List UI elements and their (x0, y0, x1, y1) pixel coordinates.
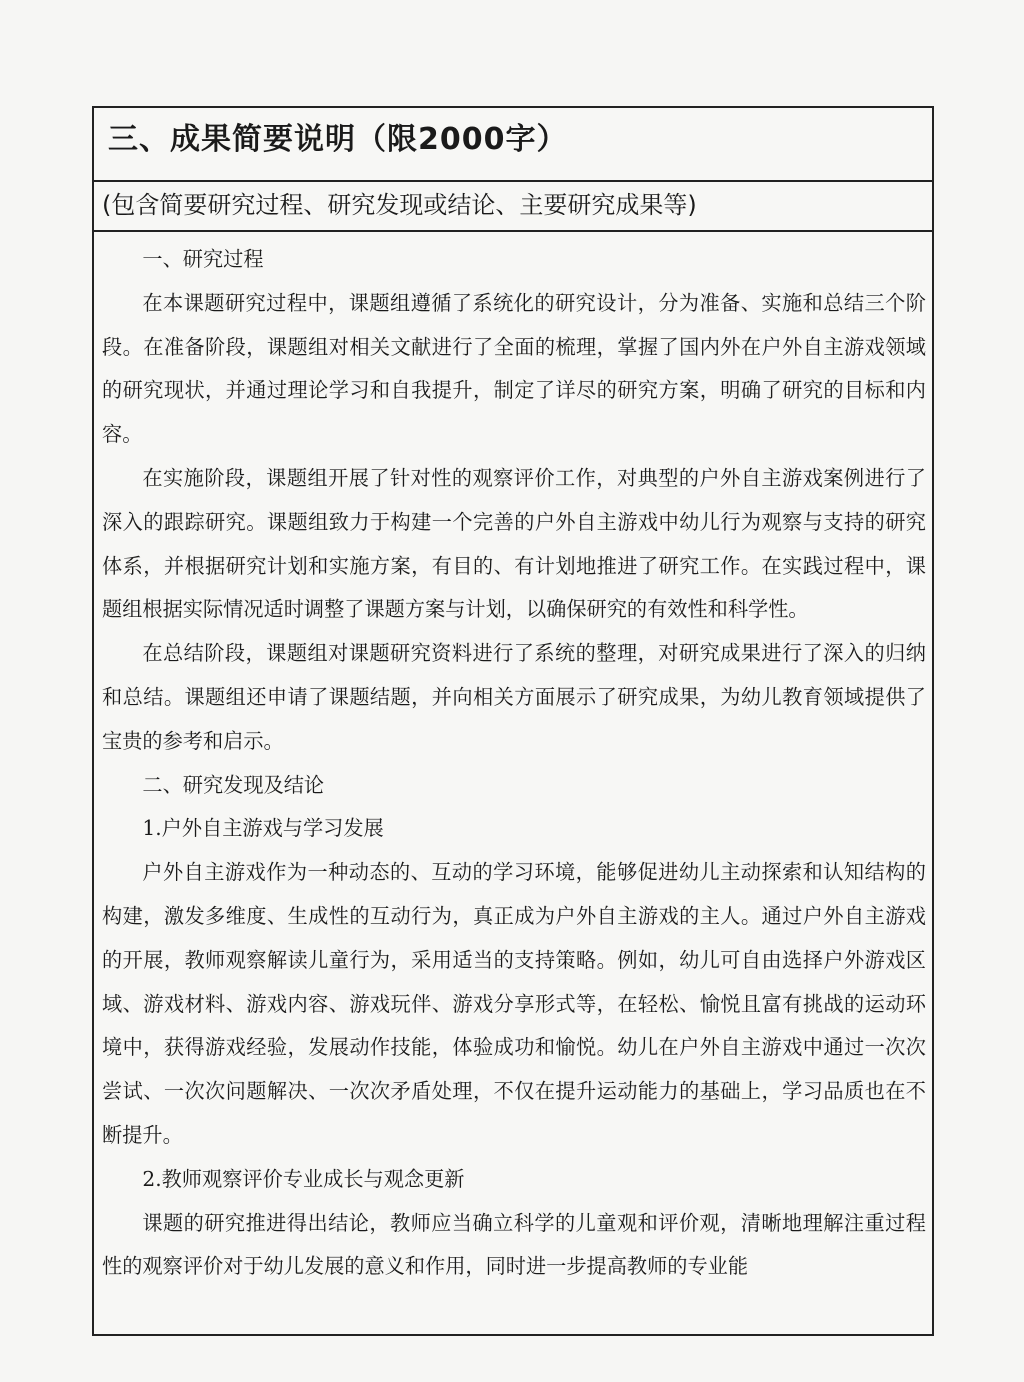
heading-research-process: 一、研究过程 (142, 247, 264, 271)
finding-2-title: 2.教师观察评价专业成长与观念更新 (142, 1166, 465, 1191)
finding-2-paragraph: 课题的研究推进得出结论，教师应当确立科学的儿童观和评价观，清晰地理解注重过程性的观察评价对于幼儿发展的意义和作用，同时进一步提高教师的专业能 (102, 1210, 926, 1279)
summary-form-table (92, 106, 934, 1336)
section-subtitle: (包含简要研究过程、研究发现或结论、主要研究成果等) (102, 191, 697, 219)
process-paragraph-2: 在实施阶段，课题组开展了针对性的观察评价工作，对典型的户外自主游戏案例进行了深入的跟踪研究。课题组致力于构建一个完善的户外自主游戏中幼儿行为观察与支持的研究体系，并根据研究计划和实施方案，有目的、有计划地推进了研究工作。在实践过程中，课题组根据实际情况适时调整了课题方案与计划，以确保研究的有效性和科学性。 (102, 465, 926, 622)
finding-1-paragraph: 户外自主游戏作为一种动态的、互动的学习环境，能够促进幼儿主动探索和认知结构的构建，激发多维度、生成性的互动行为，真正成为户外自主游戏的主人。通过户外自主游戏的开展，教师观察解读儿童行为，采用适当的支持策略。例如，幼儿可自由选择户外游戏区域、游戏材料、游戏内容、游戏玩伴、游戏分享形式等，在轻松、愉悦且富有挑战的运动环境中，获得游戏经验，发展动作技能，体验成功和愉悦。幼儿在户外自主游戏中通过一次次尝试、一次次问题解决、一次次矛盾处理，不仅在提升运动能力的基础上，学习品质也在不断提升。 (102, 860, 926, 1147)
process-paragraph-3: 在总结阶段，课题组对课题研究资料进行了系统的整理，对研究成果进行了深入的归纳和总结。课题组还申请了课题结题，并向相关方面展示了研究成果，为幼儿教育领域提供了宝贵的参考和启示。 (102, 641, 926, 753)
section-title: 三、成果简要说明（限2000字） (108, 122, 568, 157)
finding-1-title: 1.户外自主游戏与学习发展 (142, 816, 384, 841)
heading-findings: 二、研究发现及结论 (142, 772, 325, 797)
section-subtitle-cell (94, 182, 932, 232)
section-header-cell (94, 108, 932, 182)
process-paragraph-1: 在本课题研究过程中，课题组遵循了系统化的研究设计，分为准备、实施和总结三个阶段。在准备阶段，课题组对相关文献进行了全面的梳理，掌握了国内外在户外自主游戏领域的研究现状，并通过理论学习和自我提升，制定了详尽的研究方案，明确了研究的目标和内容。 (102, 290, 926, 447)
summary-content (94, 232, 932, 1289)
